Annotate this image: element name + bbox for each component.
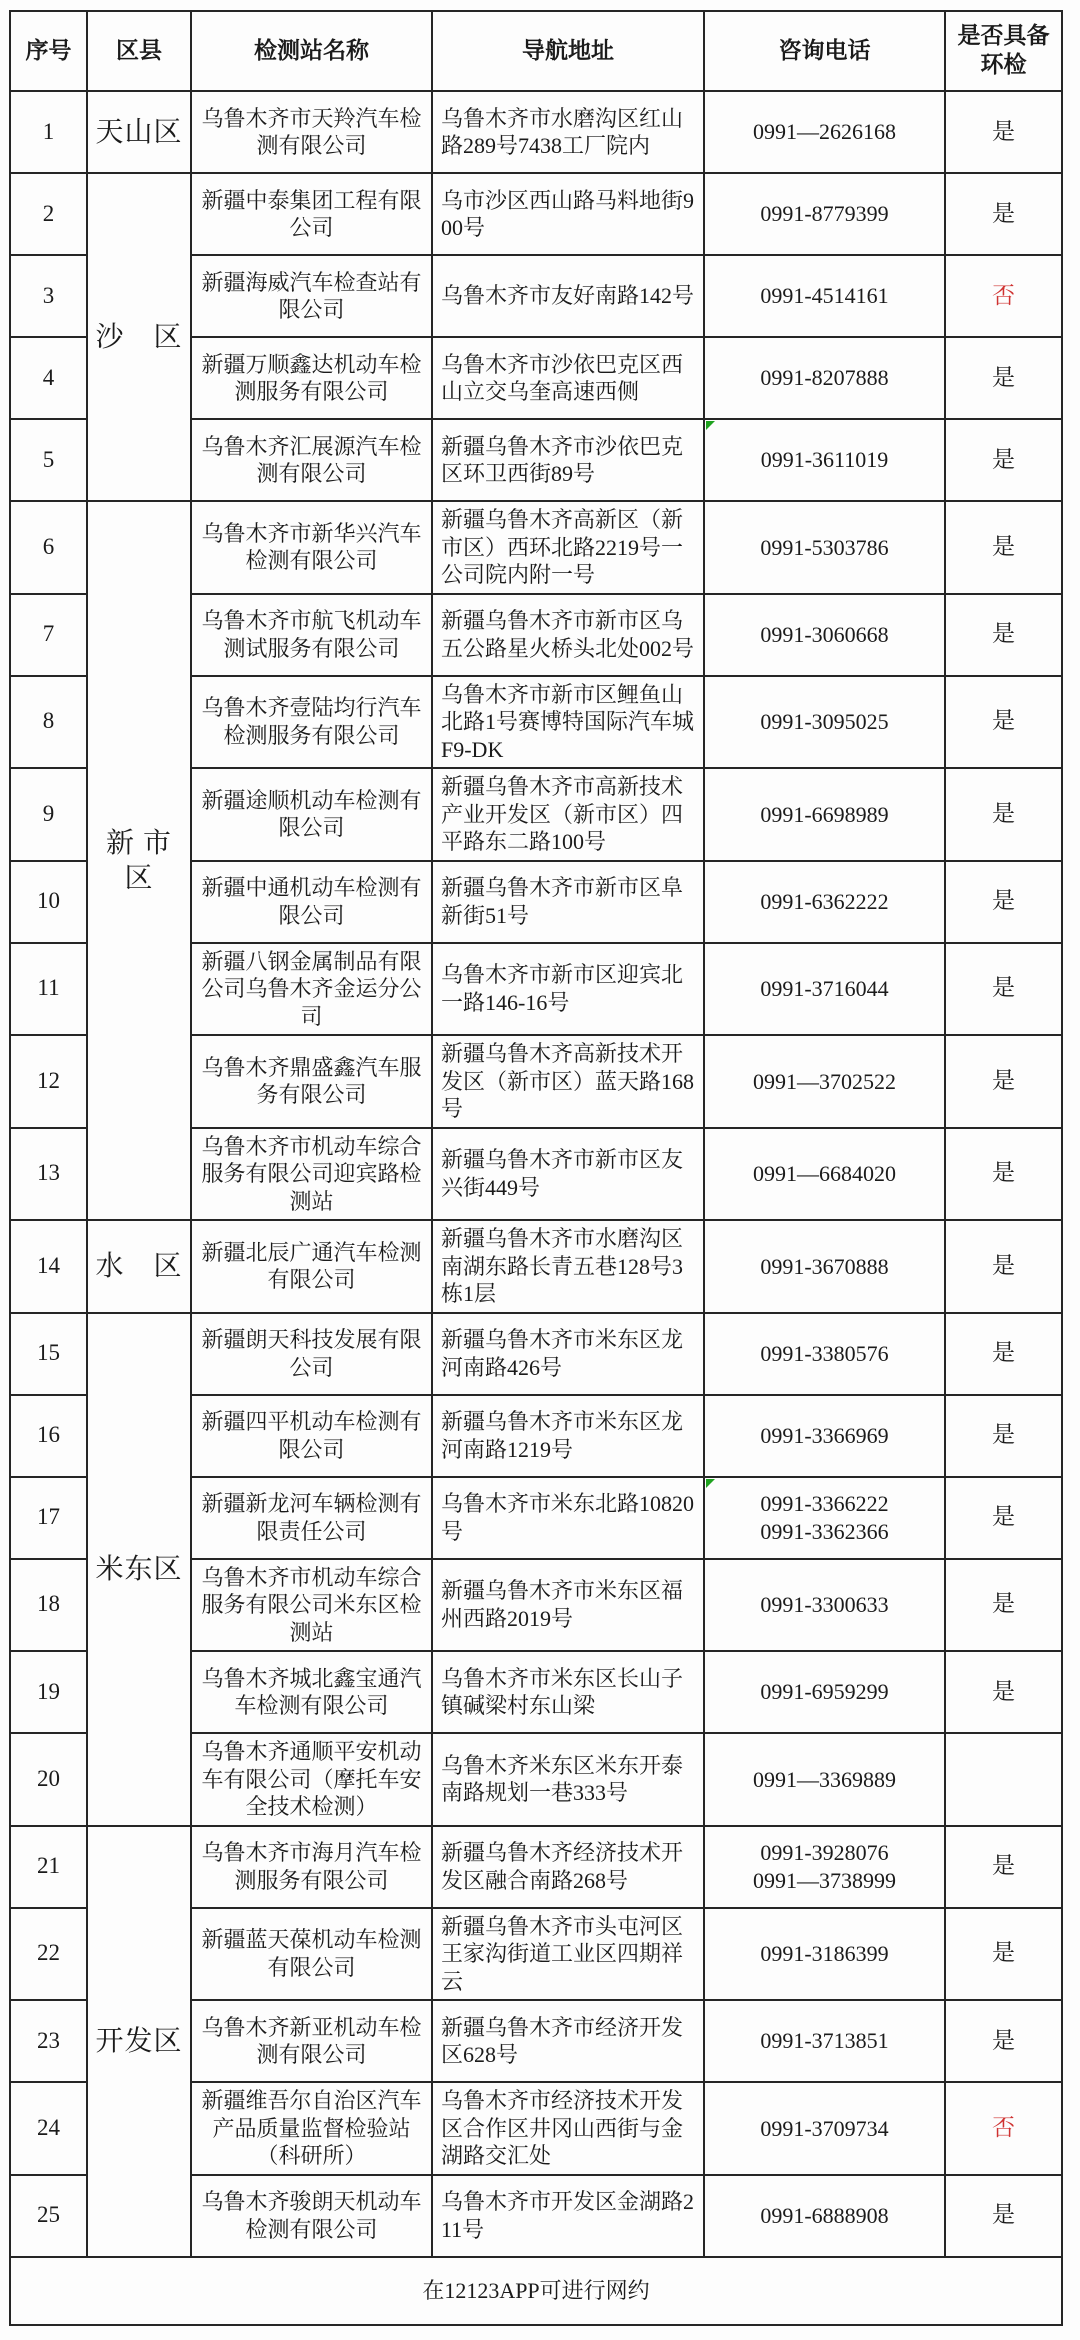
env-inspection-cell: 是: [945, 2000, 1062, 2082]
address-cell: 乌鲁木齐市新市区迎宾北一路146-16号: [432, 943, 704, 1036]
table-header: [10, 11, 1062, 91]
phone-cell: [704, 1733, 945, 1826]
table-row: [10, 1826, 1062, 1908]
district-cell: 沙 区: [87, 173, 191, 501]
env-inspection-cell: 是: [945, 337, 1062, 419]
phone-number: 0991-6698989: [760, 801, 889, 827]
phone-number: 0991-3366969: [760, 1422, 889, 1448]
station-name-cell: 乌鲁木齐通顺平安机动车有限公司（摩托车安全技术检测）: [191, 1733, 432, 1826]
address-cell: 乌鲁木齐市米东北路10820号: [432, 1477, 704, 1559]
station-name-cell: 乌鲁木齐骏朗天机动车检测有限公司: [191, 2175, 432, 2257]
table-row: [10, 91, 1062, 173]
station-name-cell: 新疆蓝天葆机动车检测有限公司: [191, 1908, 432, 2001]
address-cell: 新疆乌鲁木齐市米东区福州西路2019号: [432, 1559, 704, 1652]
row-number-cell: 24: [10, 2082, 87, 2175]
env-inspection-cell: 是: [945, 1826, 1062, 1908]
station-name-cell: 新疆四平机动车检测有限公司: [191, 1395, 432, 1477]
env-inspection-cell: 是: [945, 768, 1062, 861]
phone-cell: [704, 1035, 945, 1128]
station-name-cell: 新疆途顺机动车检测有限公司: [191, 768, 432, 861]
phone-cell: [704, 768, 945, 861]
env-inspection-cell: 是: [945, 173, 1062, 255]
phone-number: 0991-3362366: [760, 1518, 889, 1544]
env-inspection-cell: 否: [945, 2082, 1062, 2175]
phone-cell: [704, 943, 945, 1036]
env-inspection-cell: 是: [945, 861, 1062, 943]
phone-number: 0991—2626168: [753, 119, 896, 145]
phone-number: 0991—3369889: [753, 1766, 896, 1792]
phone-cell: [704, 676, 945, 769]
row-number-cell: 12: [10, 1035, 87, 1128]
env-inspection-cell: 是: [945, 1477, 1062, 1559]
station-name-cell: 乌鲁木齐市海月汽车检测服务有限公司: [191, 1826, 432, 1908]
row-number-cell: 3: [10, 255, 87, 337]
phone-number: 0991-3095025: [760, 709, 889, 734]
address-cell: 新疆乌鲁木齐经济技术开发区融合南路268号: [432, 1826, 704, 1908]
phone-number: 0991—3738999: [753, 1867, 896, 1893]
phone-number: 0991-3709734: [760, 2115, 889, 2141]
table-row: [10, 1220, 1062, 1313]
header-cell-env: 是否具备环检: [945, 11, 1062, 91]
station-name-cell: 乌鲁木齐市机动车综合服务有限公司迎宾路检测站: [191, 1128, 432, 1221]
env-inspection-cell: 是: [945, 1559, 1062, 1652]
phone-cell: [704, 1559, 945, 1652]
address-cell: 乌鲁木齐市水磨沟区红山路289号7438工厂院内: [432, 91, 704, 173]
station-name-cell: 乌鲁木齐市航飞机动车测试服务有限公司: [191, 594, 432, 676]
address-cell: 乌鲁木齐市友好南路142号: [432, 255, 704, 337]
station-name-cell: 新疆中通机动车检测有限公司: [191, 861, 432, 943]
phone-cell: [704, 1128, 945, 1221]
station-name-cell: 新疆海威汽车检查站有限公司: [191, 255, 432, 337]
row-number-cell: 21: [10, 1826, 87, 1908]
table-body: [10, 91, 1062, 2257]
row-number-cell: 1: [10, 91, 87, 173]
phone-cell: [704, 337, 945, 419]
header-cell-name: 检测站名称: [191, 11, 432, 91]
env-inspection-cell: 是: [945, 1908, 1062, 2001]
address-cell: 新疆乌鲁木齐市沙依巴克区环卫西街89号: [432, 419, 704, 501]
env-inspection-cell: 是: [945, 1651, 1062, 1733]
station-name-cell: 乌鲁木齐壹陆均行汽车检测服务有限公司: [191, 676, 432, 769]
footer-row: [10, 2257, 1062, 2325]
phone-cell: [704, 501, 945, 594]
row-number-cell: 16: [10, 1395, 87, 1477]
address-cell: 新疆乌鲁木齐市新市区乌五公路星火桥头北处002号: [432, 594, 704, 676]
address-cell: 乌鲁木齐市经济技术开发区合作区井冈山西街与金湖路交汇处: [432, 2082, 704, 2175]
district-cell: 水 区: [87, 1220, 191, 1313]
row-number-cell: 7: [10, 594, 87, 676]
district-cell: 开发区: [87, 1826, 191, 2257]
station-name-cell: 新疆八钢金属制品有限公司乌鲁木齐金运分公司: [191, 943, 432, 1036]
phone-cell: [704, 2082, 945, 2175]
phone-cell-with-green-corner-marker: [704, 419, 945, 501]
phone-cell: [704, 861, 945, 943]
phone-number: 0991-6959299: [760, 1679, 889, 1705]
station-name-cell: 乌鲁木齐城北鑫宝通汽车检测有限公司: [191, 1651, 432, 1733]
address-cell: 新疆乌鲁木齐市米东区龙河南路1219号: [432, 1395, 704, 1477]
header-row: [10, 11, 1062, 91]
env-inspection-cell: 是: [945, 1128, 1062, 1221]
table-row: [10, 173, 1062, 255]
phone-number: 0991-3380576: [760, 1340, 889, 1366]
address-cell: 新疆乌鲁木齐市水磨沟区南湖东路长青五巷128号3栋1层: [432, 1220, 704, 1313]
address-cell: 新疆乌鲁木齐市新市区阜新街51号: [432, 861, 704, 943]
station-name-cell: 乌鲁木齐市机动车综合服务有限公司米东区检测站: [191, 1559, 432, 1652]
phone-number: 0991-8207888: [760, 365, 889, 391]
phone-number: 0991-3716044: [760, 976, 889, 1001]
row-number-cell: 25: [10, 2175, 87, 2257]
row-number-cell: 22: [10, 1908, 87, 2001]
phone-number: 0991-3060668: [760, 621, 889, 647]
env-inspection-cell: 是: [945, 2175, 1062, 2257]
phone-number: 0991-8779399: [760, 201, 889, 227]
address-cell: 新疆乌鲁木齐市新市区友兴街449号: [432, 1128, 704, 1221]
address-cell: 新疆乌鲁木齐市高新技术产业开发区（新市区）四平路东二路100号: [432, 768, 704, 861]
phone-number: 0991-5303786: [760, 534, 889, 560]
phone-cell: [704, 1826, 945, 1908]
phone-cell: [704, 255, 945, 337]
address-cell: 乌市沙区西山路马料地街900号: [432, 173, 704, 255]
phone-number: 0991-3366222: [760, 1491, 889, 1516]
row-number-cell: 8: [10, 676, 87, 769]
env-inspection-cell: [945, 1733, 1062, 1826]
phone-number: 0991-4514161: [760, 283, 889, 309]
footer-note: 在12123APP可进行网约: [10, 2257, 1062, 2325]
row-number-cell: 15: [10, 1313, 87, 1395]
address-cell: 新疆乌鲁木齐高新区（新市区）西环北路2219号一公司院内附一号: [432, 501, 704, 594]
phone-cell: [704, 1651, 945, 1733]
row-number-cell: 4: [10, 337, 87, 419]
env-inspection-cell: 是: [945, 1035, 1062, 1128]
address-cell: 新疆乌鲁木齐市米东区龙河南路426号: [432, 1313, 704, 1395]
station-name-cell: 新疆万顺鑫达机动车检测服务有限公司: [191, 337, 432, 419]
env-inspection-cell: 是: [945, 501, 1062, 594]
env-inspection-cell: 是: [945, 594, 1062, 676]
header-cell-no: 序号: [10, 11, 87, 91]
phone-number: 0991-3611019: [760, 447, 889, 473]
phone-number: 0991-6362222: [760, 888, 889, 914]
station-name-cell: 新疆维吾尔自治区汽车产品质量监督检验站（科研所）: [191, 2082, 432, 2175]
phone-cell: [704, 594, 945, 676]
address-cell: 乌鲁木齐市米东区长山子镇碱梁村东山梁: [432, 1651, 704, 1733]
row-number-cell: 5: [10, 419, 87, 501]
phone-number: 0991—3702522: [753, 1068, 896, 1094]
row-number-cell: 13: [10, 1128, 87, 1221]
station-name-cell: 乌鲁木齐鼎盛鑫汽车服务有限公司: [191, 1035, 432, 1128]
phone-cell: [704, 1908, 945, 2001]
row-number-cell: 17: [10, 1477, 87, 1559]
address-cell: 新疆乌鲁木齐高新技术开发区（新市区）蓝天路168号: [432, 1035, 704, 1128]
row-number-cell: 14: [10, 1220, 87, 1313]
phone-number: 0991-3300633: [760, 1592, 889, 1617]
header-cell-phone: 咨询电话: [704, 11, 945, 91]
phone-cell: [704, 1395, 945, 1477]
phone-number: 0991-3186399: [760, 1941, 889, 1966]
phone-cell: [704, 1313, 945, 1395]
row-number-cell: 6: [10, 501, 87, 594]
phone-cell: [704, 91, 945, 173]
phone-number: 0991-3928076: [760, 1840, 889, 1865]
row-number-cell: 10: [10, 861, 87, 943]
env-inspection-cell: 是: [945, 676, 1062, 769]
phone-cell-with-green-corner-marker: [704, 1477, 945, 1559]
station-name-cell: 乌鲁木齐市天羚汽车检测有限公司: [191, 91, 432, 173]
address-cell: 乌鲁木齐市新市区鲤鱼山北路1号赛博特国际汽车城F9-DK: [432, 676, 704, 769]
inspection-stations-table: [9, 10, 1063, 2326]
address-cell: 乌鲁木齐米东区米东开泰南路规划一巷333号: [432, 1733, 704, 1826]
address-cell: 乌鲁木齐市沙依巴克区西山立交乌奎高速西侧: [432, 337, 704, 419]
phone-cell: [704, 2000, 945, 2082]
env-inspection-cell: 是: [945, 419, 1062, 501]
address-cell: 新疆乌鲁木齐市头屯河区王家沟街道工业区四期祥云: [432, 1908, 704, 2001]
station-name-cell: 乌鲁木齐新亚机动车检测有限公司: [191, 2000, 432, 2082]
env-inspection-cell: 是: [945, 1220, 1062, 1313]
station-name-cell: 乌鲁木齐市新华兴汽车检测有限公司: [191, 501, 432, 594]
station-name-cell: 新疆中泰集团工程有限公司: [191, 173, 432, 255]
phone-number: 0991—6684020: [753, 1161, 896, 1186]
row-number-cell: 18: [10, 1559, 87, 1652]
phone-cell: [704, 173, 945, 255]
header-cell-district: 区县: [87, 11, 191, 91]
env-inspection-cell: 否: [945, 255, 1062, 337]
district-cell: 天山区: [87, 91, 191, 173]
station-name-cell: 新疆新龙河车辆检测有限责任公司: [191, 1477, 432, 1559]
table-row: [10, 1313, 1062, 1395]
district-cell: 米东区: [87, 1313, 191, 1826]
row-number-cell: 2: [10, 173, 87, 255]
row-number-cell: 11: [10, 943, 87, 1036]
row-number-cell: 20: [10, 1733, 87, 1826]
address-cell: 乌鲁木齐市开发区金湖路211号: [432, 2175, 704, 2257]
header-cell-address: 导航地址: [432, 11, 704, 91]
station-name-cell: 新疆北辰广通汽车检测有限公司: [191, 1220, 432, 1313]
phone-number: 0991-3713851: [760, 2028, 889, 2054]
station-name-cell: 乌鲁木齐汇展源汽车检测有限公司: [191, 419, 432, 501]
env-inspection-cell: 是: [945, 1395, 1062, 1477]
phone-cell: [704, 2175, 945, 2257]
env-inspection-cell: 是: [945, 91, 1062, 173]
row-number-cell: 23: [10, 2000, 87, 2082]
row-number-cell: 9: [10, 768, 87, 861]
row-number-cell: 19: [10, 1651, 87, 1733]
env-inspection-cell: 是: [945, 943, 1062, 1036]
phone-number: 0991-3670888: [760, 1253, 889, 1279]
phone-number: 0991-6888908: [760, 2202, 889, 2228]
address-cell: 新疆乌鲁木齐市经济开发区628号: [432, 2000, 704, 2082]
phone-cell: [704, 1220, 945, 1313]
env-inspection-cell: 是: [945, 1313, 1062, 1395]
district-cell: 新 市 区: [87, 501, 191, 1220]
station-name-cell: 新疆朗天科技发展有限公司: [191, 1313, 432, 1395]
table-row: [10, 501, 1062, 594]
table-footer: [10, 2257, 1062, 2325]
